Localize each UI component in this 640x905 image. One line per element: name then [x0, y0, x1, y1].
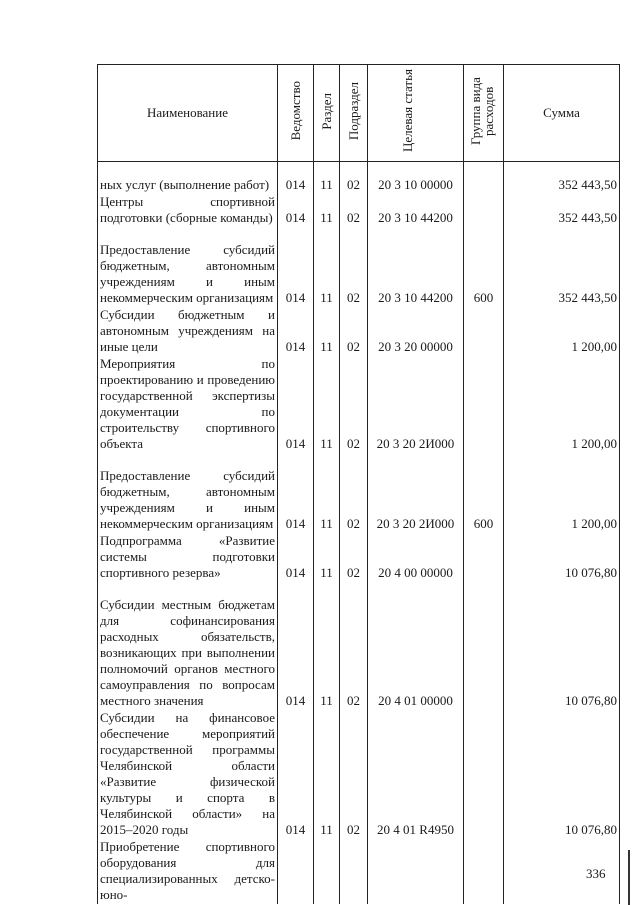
- row-cel: 20 3 20 2И000: [368, 356, 464, 453]
- row-ved: 014: [278, 453, 314, 533]
- row-razd: 11: [314, 356, 340, 453]
- table-header: [98, 65, 620, 162]
- row-sum: 10 076,80: [504, 710, 620, 839]
- row-grp: 600: [464, 453, 504, 533]
- row-podr: 02: [340, 356, 368, 453]
- row-podr: 02: [340, 710, 368, 839]
- header-sum: Сумма: [504, 65, 620, 162]
- row-razd: [314, 839, 340, 904]
- row-sum: 1 200,00: [504, 356, 620, 453]
- row-grp: [464, 194, 504, 227]
- table-row: [98, 453, 620, 533]
- row-name: Центры спортивной подготовки (сборные команды): [98, 194, 278, 227]
- table-row: [98, 227, 620, 307]
- row-sum: 352 443,50: [504, 162, 620, 194]
- header-cel: Целевая статья: [368, 65, 464, 162]
- row-ved: 014: [278, 227, 314, 307]
- row-razd: 11: [314, 307, 340, 356]
- table-row: [98, 194, 620, 227]
- row-grp: [464, 533, 504, 582]
- row-ved: [278, 839, 314, 904]
- row-razd: 11: [314, 453, 340, 533]
- row-podr: [340, 839, 368, 904]
- header-razd: Раздел: [314, 65, 340, 162]
- table-row: [98, 839, 620, 904]
- header-grp: Группа вида расходов: [464, 65, 504, 162]
- row-name: Субсидии бюджетным и автономным учреждениям на иные цели: [98, 307, 278, 356]
- row-name: Предоставление субсидий бюджетным, автономным учреждениям и иным некоммерческим организациям: [98, 227, 278, 307]
- row-cel: 20 4 01 R4950: [368, 710, 464, 839]
- row-ved: 014: [278, 582, 314, 710]
- row-podr: 02: [340, 307, 368, 356]
- row-grp: [464, 162, 504, 194]
- row-sum: 10 076,80: [504, 533, 620, 582]
- row-name: Субсидии местным бюджетам для софинансирования расходных обязательств, возникающих при выполнении полномочий органов местного самоуправления по вопросам местного значения: [98, 582, 278, 710]
- row-cel: 20 4 00 00000: [368, 533, 464, 582]
- row-ved: 014: [278, 356, 314, 453]
- row-razd: 11: [314, 227, 340, 307]
- row-cel: 20 3 10 44200: [368, 227, 464, 307]
- row-grp: [464, 307, 504, 356]
- table-row: [98, 582, 620, 710]
- table-row: [98, 162, 620, 194]
- table-row: [98, 307, 620, 356]
- row-razd: 11: [314, 533, 340, 582]
- row-podr: 02: [340, 453, 368, 533]
- row-name: Предоставление субсидий бюджетным, автономным учреждениям и иным некоммерческим организациям: [98, 453, 278, 533]
- row-cel: 20 3 10 00000: [368, 162, 464, 194]
- row-ved: 014: [278, 162, 314, 194]
- row-grp: [464, 582, 504, 710]
- row-ved: 014: [278, 307, 314, 356]
- row-podr: 02: [340, 162, 368, 194]
- row-name: Субсидии на финансовое обеспечение мероприятий государственной программы Челябинской области «Развитие физической культуры и спорта в Челябинской области» на 2015–2020 годы: [98, 710, 278, 839]
- row-razd: 11: [314, 194, 340, 227]
- row-sum: 1 200,00: [504, 307, 620, 356]
- row-sum: 1 200,00: [504, 453, 620, 533]
- row-grp: [464, 710, 504, 839]
- row-name: Приобретение спортивного оборудования для специализированных детско-юно-: [98, 839, 278, 904]
- row-sum: 10 076,80: [504, 582, 620, 710]
- header-podr: Подраздел: [340, 65, 368, 162]
- table-body: [98, 162, 620, 904]
- row-grp: 600: [464, 227, 504, 307]
- row-ved: 014: [278, 710, 314, 839]
- row-cel: 20 3 10 44200: [368, 194, 464, 227]
- row-sum: 352 443,50: [504, 227, 620, 307]
- row-name: Подпрограмма «Развитие системы подготовки спортивного резерва»: [98, 533, 278, 582]
- row-podr: 02: [340, 194, 368, 227]
- row-razd: 11: [314, 582, 340, 710]
- row-cel: 20 3 20 00000: [368, 307, 464, 356]
- row-ved: 014: [278, 194, 314, 227]
- budget-table: [97, 64, 620, 904]
- row-grp: [464, 839, 504, 904]
- row-podr: 02: [340, 533, 368, 582]
- page-number: 336: [586, 866, 606, 881]
- table-row: [98, 356, 620, 453]
- row-cel: 20 4 01 00000: [368, 582, 464, 710]
- row-grp: [464, 356, 504, 453]
- row-name: ных услуг (выполнение работ): [98, 162, 278, 194]
- row-razd: 11: [314, 162, 340, 194]
- row-podr: 02: [340, 582, 368, 710]
- table-row: [98, 533, 620, 582]
- row-name: Мероприятия по проектированию и проведению государственной экспертизы документации по строительству спортивного объекта: [98, 356, 278, 453]
- row-cel: 20 3 20 2И000: [368, 453, 464, 533]
- header-ved: Ведомство: [278, 65, 314, 162]
- row-razd: 11: [314, 710, 340, 839]
- table-row: [98, 710, 620, 839]
- header-name: Наименование: [98, 65, 278, 162]
- row-ved: 014: [278, 533, 314, 582]
- row-sum: 352 443,50: [504, 194, 620, 227]
- page-edge-mark: [628, 850, 630, 905]
- row-cel: [368, 839, 464, 904]
- row-podr: 02: [340, 227, 368, 307]
